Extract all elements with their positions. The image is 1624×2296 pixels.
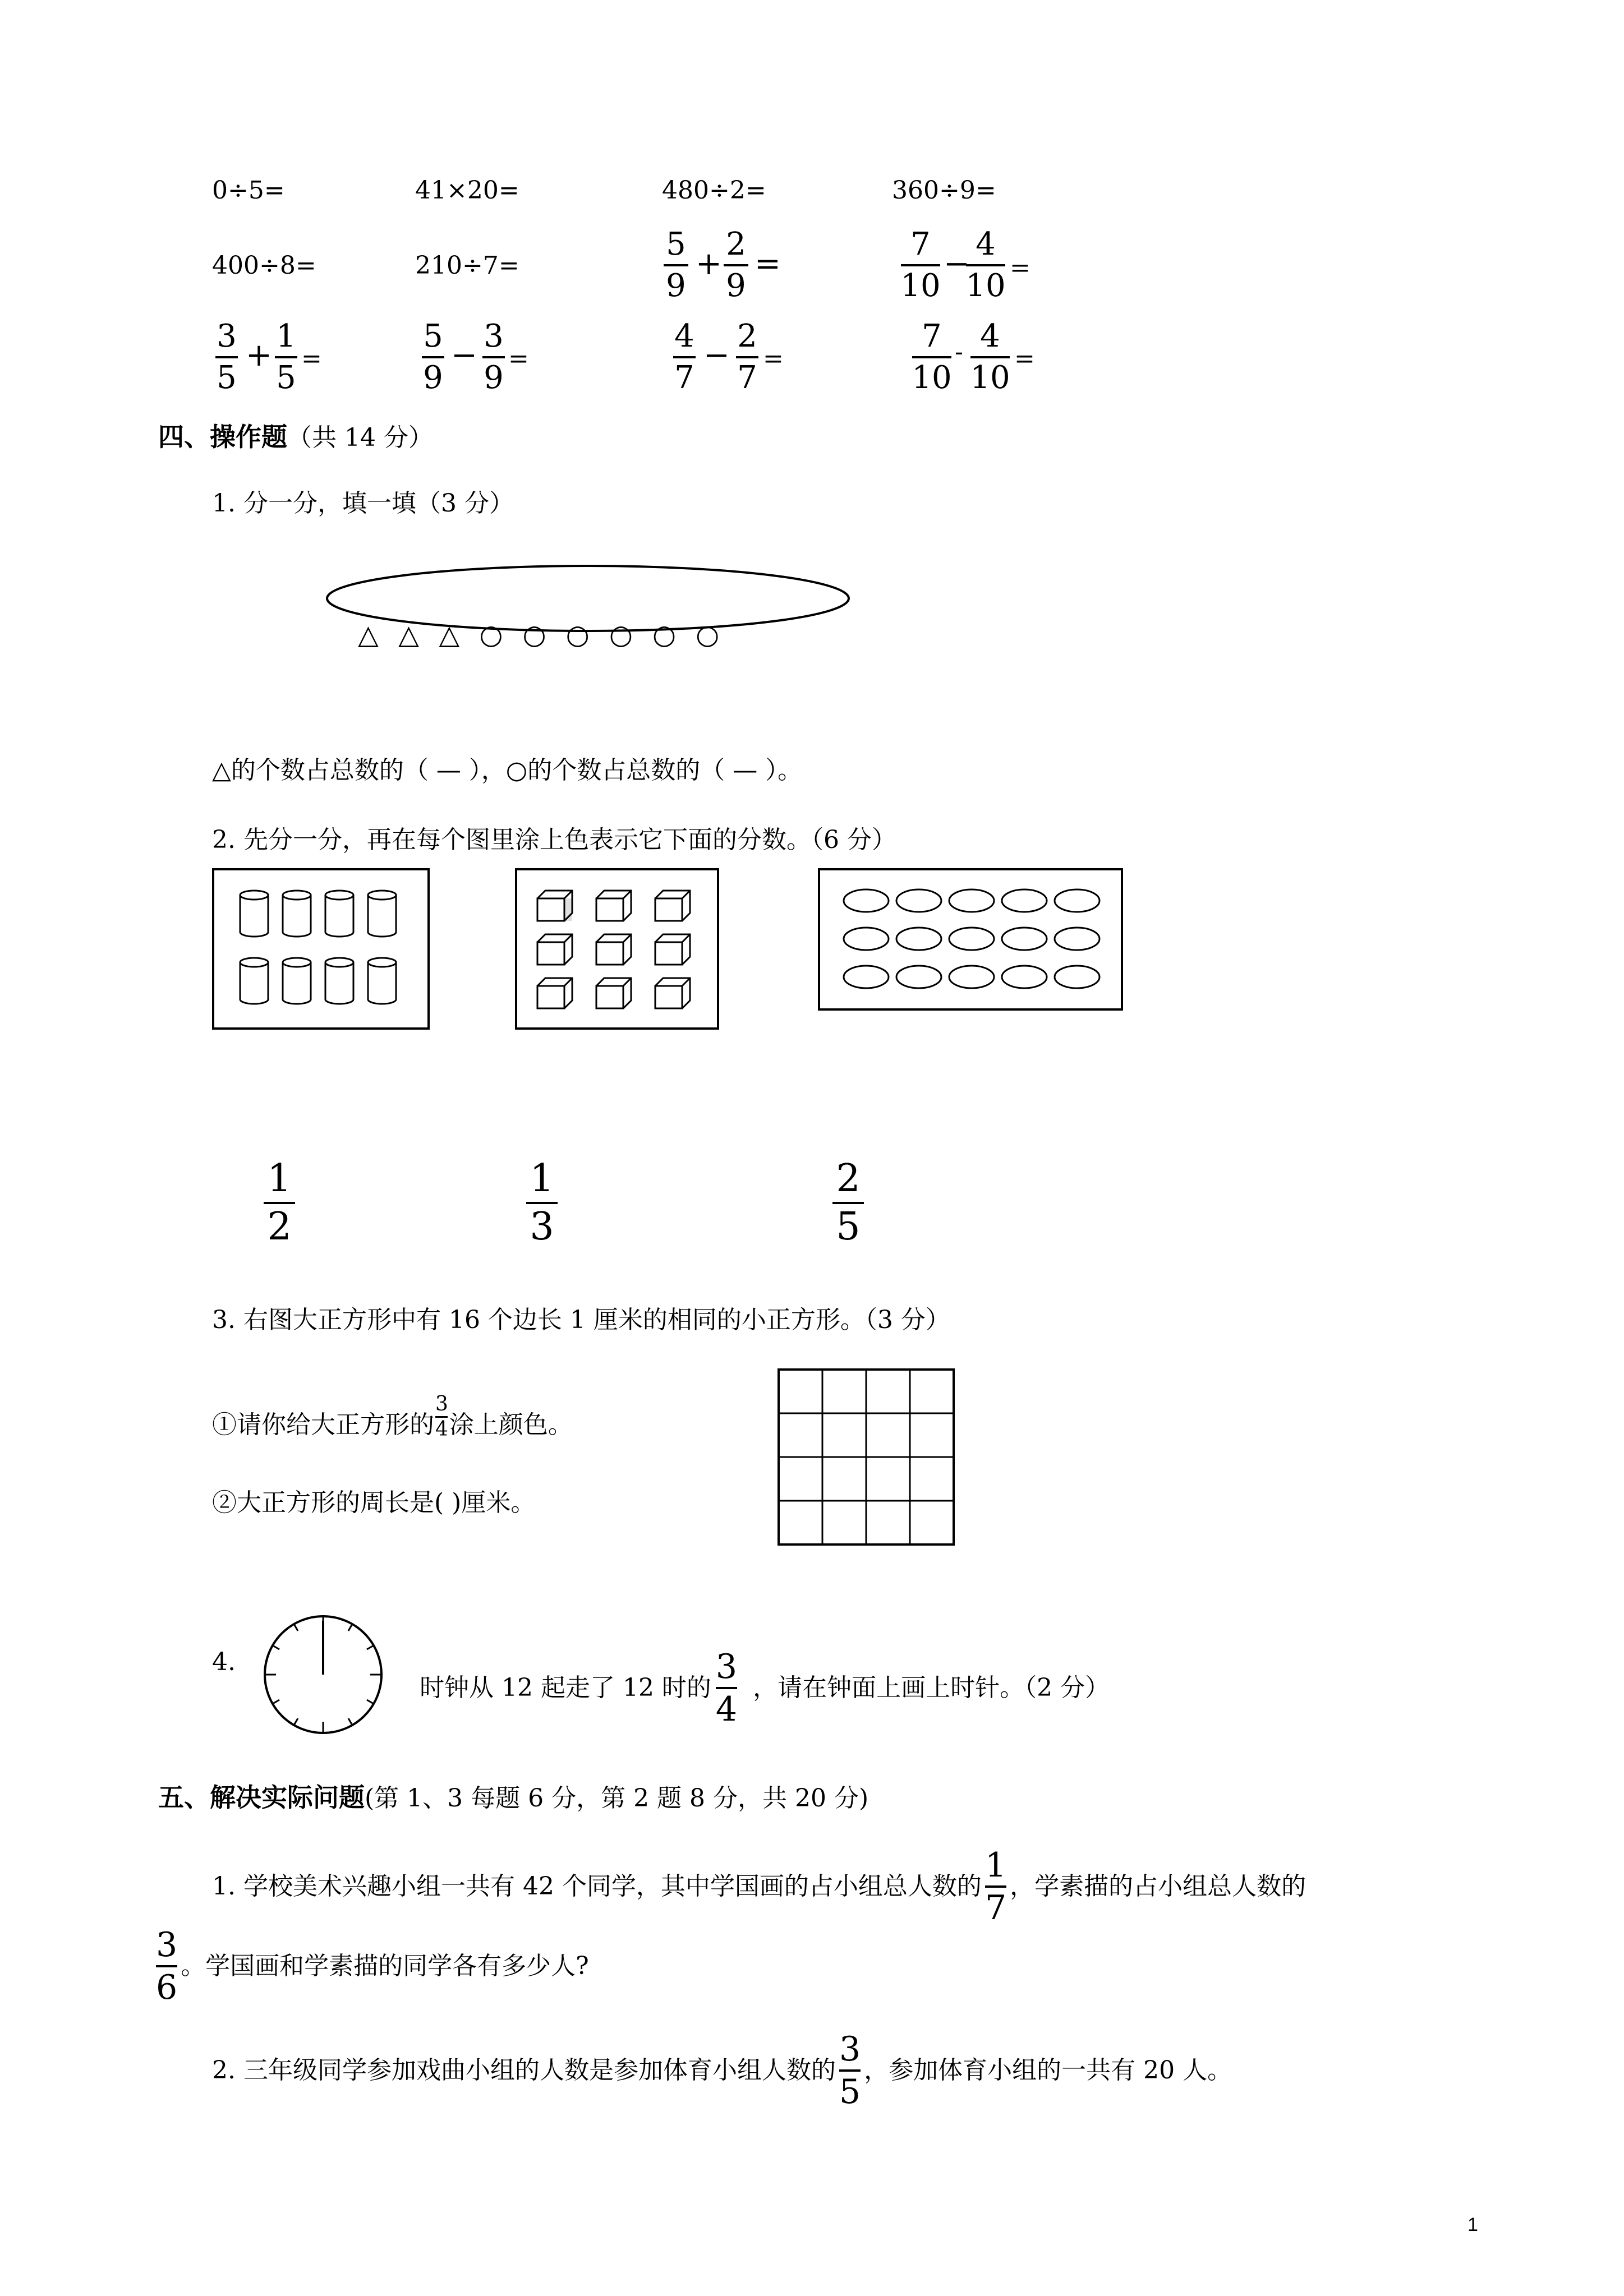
fraction [482,318,505,396]
problem-text [212,2032,1232,2109]
clock-face[interactable] [263,1614,384,1735]
denominator: 5 [836,1205,861,1249]
fraction [715,1647,738,1729]
operator: + [246,337,272,374]
operator: − [944,246,970,282]
fraction [156,1925,178,2007]
denominator: 10 [970,359,1010,396]
operator: + [696,246,722,282]
fraction [970,318,1010,396]
denominator: 2 [267,1205,292,1249]
calc-item: 480÷2= [662,176,766,205]
problem-text [212,1846,1306,1928]
numerator: 2 [726,226,746,262]
square-grid [778,1368,955,1546]
fraction [839,2032,861,2109]
numerator: 2 [836,1156,861,1201]
part-text: ，参加体育小组的一共有 20 人。 [864,2056,1232,2085]
fraction [526,1156,558,1249]
fraction [724,226,748,304]
numerator: 1 [267,1156,292,1201]
problem-text [156,1925,589,2007]
denominator: 7 [984,1888,1007,1928]
numerator: 7 [910,226,931,262]
part-text: 1. 学校美术兴趣小组一共有 42 个同学，其中学国画的占小组总人数的 [212,1872,982,1901]
numerator: 4 [976,226,996,262]
denominator: 10 [900,268,941,304]
clock-tick [367,1700,374,1704]
clock-tick [348,1624,352,1631]
question-part: ②大正方形的周长是( )厘米。 [212,1488,536,1517]
equals-sign: = [1010,253,1030,282]
denominator: 4 [715,1690,738,1729]
denominator: 7 [674,359,694,396]
section-heading [158,1782,869,1813]
section-title: 四、操作题 [158,422,287,452]
fraction [264,1156,295,1249]
numerator: 3 [435,1393,448,1416]
clock-tick [273,1645,279,1649]
section-heading [158,424,433,450]
section-score: （共 14 分） [287,423,433,452]
denominator: 9 [666,268,686,304]
denominator: 4 [435,1418,448,1441]
part-text: 涂上颜色。 [449,1410,573,1439]
denominator: 5 [276,359,296,396]
shape-row: △ △ △ ○ ○ ○ ○ ○ ○ [358,619,725,651]
denominator: 9 [423,359,443,396]
numerator: 4 [980,318,1000,354]
section-title: 五、解决实际问题 [158,1782,365,1813]
calc-item: 210÷7= [415,251,519,280]
denominator: 9 [484,359,504,396]
denominator: 10 [965,268,1006,304]
answer-line: △的个数占总数的（ — ），○的个数占总数的（ — ）。 [212,756,803,785]
fraction [984,1846,1007,1928]
numerator: 3 [217,318,237,354]
part-text: 时钟从 12 起走了 12 时的 [420,1673,711,1702]
page-number: 1 [1467,2214,1478,2235]
section-score: (第 1、3 每题 6 分，第 2 题 8 分，共 20 分) [365,1784,869,1813]
question-title: 3. 右图大正方形中有 16 个边长 1 厘米的相同的小正方形。（3 分） [212,1306,950,1334]
fraction [912,318,952,396]
numerator: 5 [666,226,686,262]
question-label: 4. [212,1648,236,1676]
fraction [832,1156,864,1249]
clock-tick [367,1645,374,1649]
clock-tick [273,1700,279,1704]
denominator: 5 [839,2072,861,2111]
cylinder-box [212,868,431,1031]
equals-sign: = [763,344,784,373]
numerator: 4 [674,318,694,354]
operator: - [955,338,963,366]
fraction [435,1394,448,1440]
fraction [900,226,941,304]
fraction [673,318,696,396]
denominator: 10 [912,359,952,396]
part-text: ，请在钟面上画上时针。（2 分） [753,1673,1110,1702]
calc-item: 400÷8= [212,251,316,280]
numerator: 3 [839,2030,861,2069]
fraction [664,226,688,304]
numerator: 3 [484,318,504,354]
clock-tick [348,1718,352,1725]
operator: − [703,337,730,374]
denominator: 5 [217,359,237,396]
question-part [212,1393,573,1447]
fraction [736,318,758,396]
oval-box [818,868,1124,1012]
equals-sign: = [755,246,781,282]
question-title: 1. 分一分，填一填（3 分） [212,489,514,518]
part-text: 。学国画和学素描的同学各有多少人? [181,1952,589,1980]
numerator: 2 [737,318,757,354]
question-title: 2. 先分一分，再在每个图里涂上色表示它下面的分数。（6 分） [212,826,896,854]
part-text: ，学素描的占小组总人数的 [1010,1872,1306,1901]
equals-sign: = [508,344,529,373]
numerator: 1 [984,1846,1007,1885]
part-text: ①请你给大正方形的 [212,1410,434,1439]
cube-box [515,868,720,1031]
question-text [420,1647,1110,1729]
denominator: 7 [737,359,757,396]
denominator: 9 [726,268,746,304]
calc-item: 360÷9= [892,176,996,205]
denominator: 3 [530,1205,554,1249]
equals-sign: = [1014,344,1035,373]
part-text: 2. 三年级同学参加戏曲小组的人数是参加体育小组人数的 [212,2056,836,2085]
numerator: 3 [715,1647,738,1686]
numerator: 1 [530,1156,554,1201]
calc-item: 41×20= [415,176,519,205]
numerator: 1 [276,318,296,354]
clock-tick [294,1718,298,1725]
fraction [422,318,444,396]
calc-item: 0÷5= [212,176,285,205]
fraction [275,318,297,396]
fraction [215,318,238,396]
numerator: 5 [423,318,443,354]
fraction [965,226,1006,304]
equals-sign: = [301,344,322,373]
operator: − [451,337,477,374]
numerator: 7 [922,318,942,354]
numerator: 3 [156,1925,178,1965]
clock-tick [294,1624,298,1631]
denominator: 6 [156,1968,178,2007]
